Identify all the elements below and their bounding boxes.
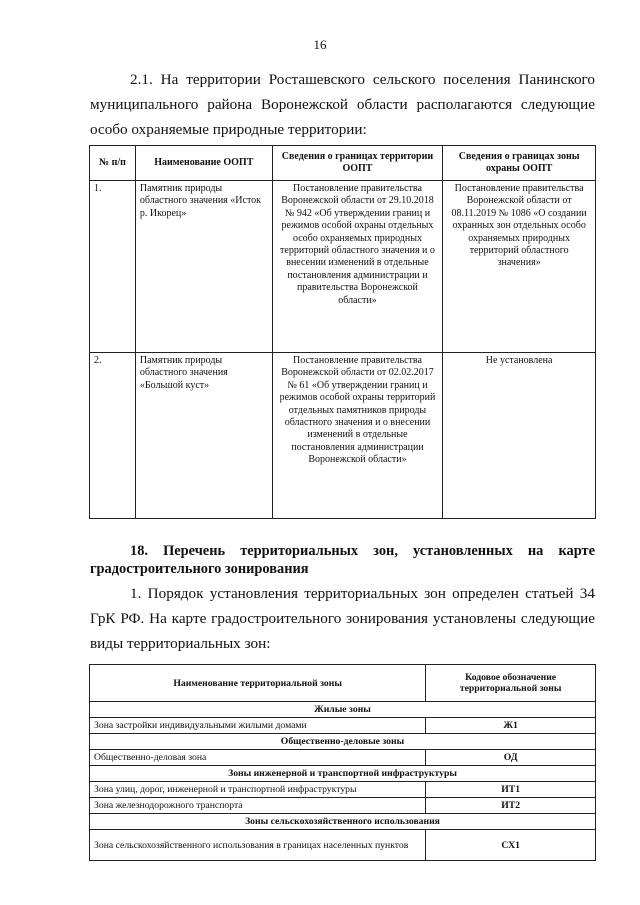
row-name: Памятник природы областного значения «Исток р. Икорец» xyxy=(135,181,272,353)
row-protection-zone: Не установлена xyxy=(443,353,596,519)
group-title: Жилые зоны xyxy=(90,702,596,718)
row-num: 2. xyxy=(90,353,136,519)
row-boundaries: Постановление правительства Воронежской области от 29.10.2018 № 942 «Об утверждении границ и режимов особой охраны отдельных особо охраняемых природных территорий областного значения и о внесении изменений в отдельные постановления администрации и правительства Воронежской области» xyxy=(272,181,443,353)
row-num: 1. xyxy=(90,181,136,353)
zone-code: ОД xyxy=(426,750,596,766)
table-row xyxy=(90,718,596,734)
section-18-title: 18. Перечень территориальных зон, установленных на карте градостроительного зонирования xyxy=(90,543,595,577)
row-protection-zone: Постановление правительства Воронежской области от 08.11.2019 № 1086 «О создании охранных зон отдельных особо охраняемых природных территорий областного значения» xyxy=(443,181,596,353)
table-row xyxy=(90,353,596,519)
header-protection-zone: Сведения о границах зоны охраны ООПТ xyxy=(443,146,596,181)
header-zone-name: Наименование территориальной зоны xyxy=(90,665,426,702)
zones-table-header-row xyxy=(90,665,596,702)
table-row xyxy=(90,750,596,766)
zones-paragraph: 1. Порядок установления территориальных зон определен статьей 34 ГрК РФ. На карте градостроительного зонирования установлены следующие виды территориальных зон: xyxy=(90,585,595,652)
zone-name: Зона улиц, дорог, инженерной и транспортной инфраструктуры xyxy=(90,782,426,798)
zone-code: Ж1 xyxy=(426,718,596,734)
header-num: № п/п xyxy=(90,146,136,181)
group-title: Общественно-деловые зоны xyxy=(90,734,596,750)
table-row xyxy=(90,830,596,861)
header-boundaries: Сведения о границах территории ООПТ xyxy=(272,146,443,181)
zone-name: Общественно-деловая зона xyxy=(90,750,426,766)
row-boundaries: Постановление правительства Воронежской области от 02.02.2017 № 61 «Об утверждении границ и режимов особой охраны территорий отдельных памятников природы областного значения и о внесении изменений в отдельные постановления администрации Воронежской области» xyxy=(272,353,443,519)
group-row xyxy=(90,766,596,782)
zone-code: ИТ2 xyxy=(426,798,596,814)
group-title: Зоны сельскохозяйственного использования xyxy=(90,814,596,830)
group-title: Зоны инженерной и транспортной инфраструктуры xyxy=(90,766,596,782)
intro-paragraph: 2.1. На территории Росташевского сельского поселения Панинского муниципального района Воронежской области располагаются следующие особо охраняемые природные территории: xyxy=(90,71,595,138)
zones-table xyxy=(89,664,596,861)
table-row xyxy=(90,181,596,353)
row-name: Памятник природы областного значения «Большой куст» xyxy=(135,353,272,519)
header-zone-code: Кодовое обозначение территориальной зоны xyxy=(426,665,596,702)
oopt-table xyxy=(89,145,596,519)
group-row xyxy=(90,702,596,718)
group-row xyxy=(90,734,596,750)
table-row xyxy=(90,782,596,798)
zone-code: ИТ1 xyxy=(426,782,596,798)
page-number: 16 xyxy=(313,37,327,52)
zone-name: Зона сельскохозяйственного использования в границах населенных пунктов xyxy=(90,830,426,861)
header-name: Наименование ООПТ xyxy=(135,146,272,181)
table-row xyxy=(90,798,596,814)
group-row xyxy=(90,814,596,830)
zone-name: Зона застройки индивидуальными жилыми домами xyxy=(90,718,426,734)
zone-code: СХ1 xyxy=(426,830,596,861)
oopt-table-header-row xyxy=(90,146,596,181)
zone-name: Зона железнодорожного транспорта xyxy=(90,798,426,814)
